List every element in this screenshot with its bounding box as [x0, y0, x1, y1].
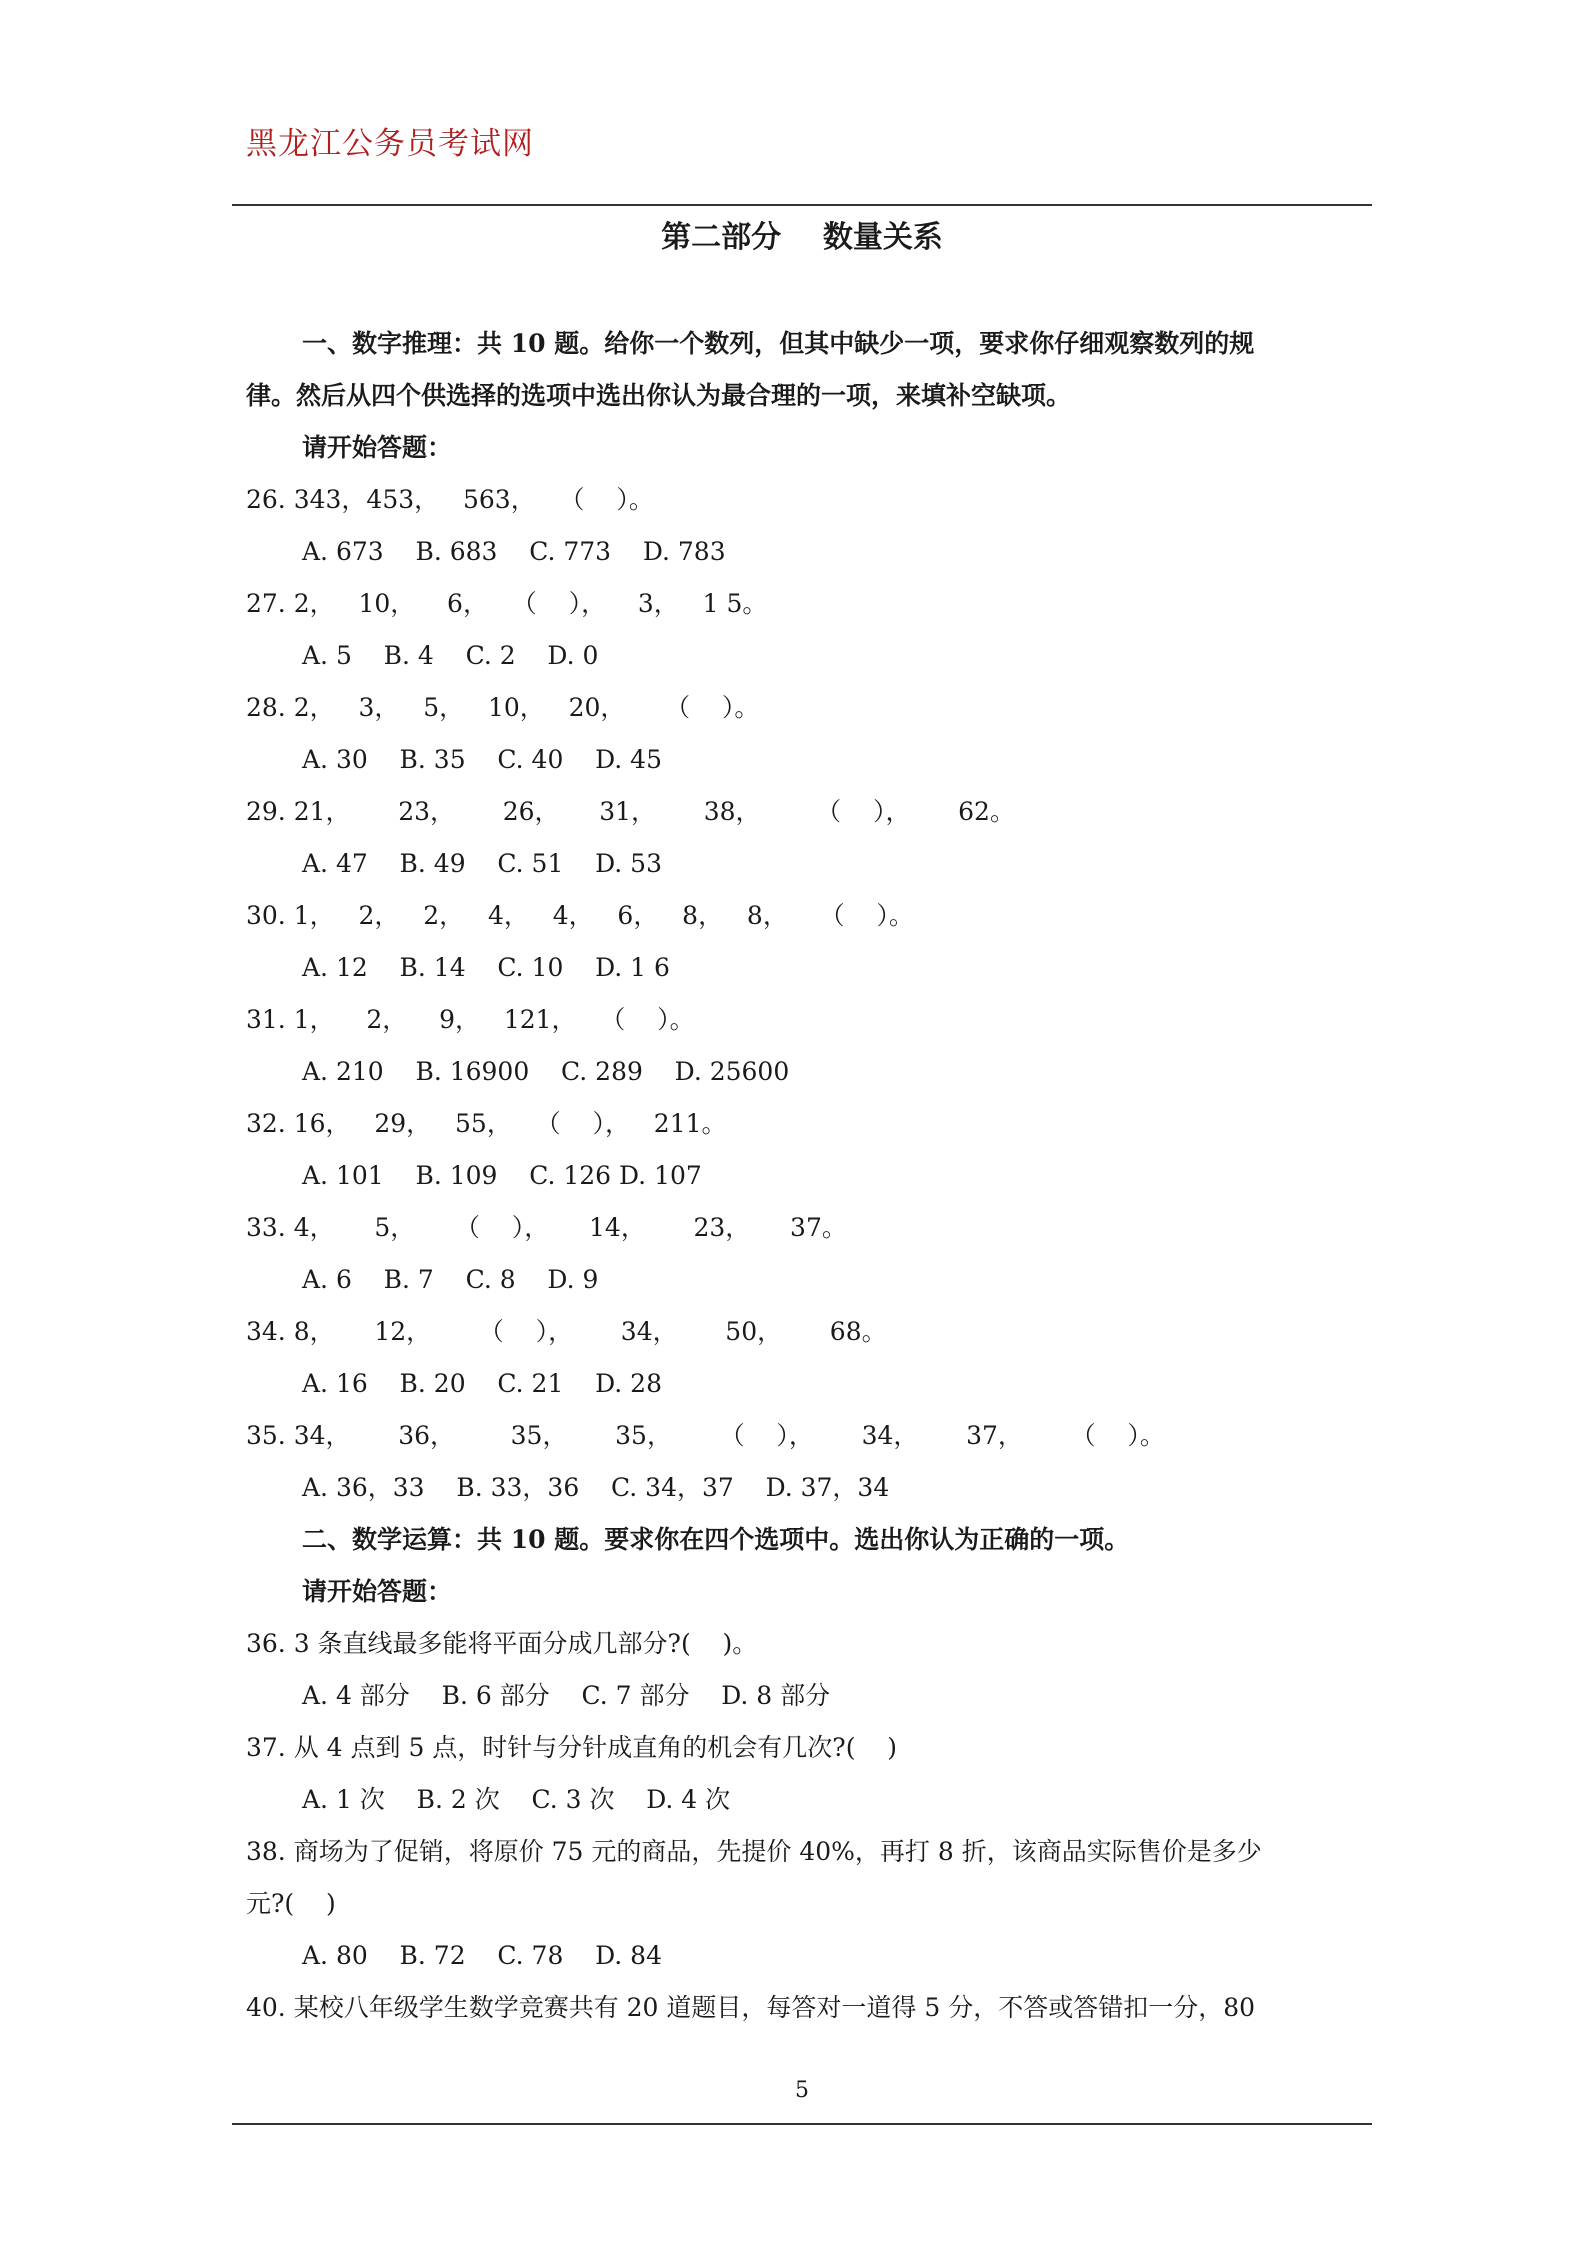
question-stem-line1: 38. 商场为了促销，将原价 75 元的商品，先提价 40%，再打 8 折，该商品实际售价是多少 — [246, 1837, 1262, 1866]
part1-start-label: 请开始答题： — [302, 433, 453, 462]
question-options: A. 5 B. 4 C. 2 D. 0 — [302, 641, 599, 670]
question-options: A. 47 B. 49 C. 51 D. 53 — [302, 849, 662, 878]
question-options: A. 80 B. 72 C. 78 D. 84 — [302, 1941, 662, 1970]
question-stem-line2: 元?( ) — [246, 1889, 336, 1918]
question-stem: 30. 1， 2， 2， 4， 4， 6， 8， 8， （ ）。 — [246, 901, 914, 930]
question-options: A. 16 B. 20 C. 21 D. 28 — [302, 1369, 662, 1398]
section-title: 第二部分 数量关系 — [661, 220, 943, 255]
question-stem: 36. 3 条直线最多能将平面分成几部分?( )。 — [246, 1629, 758, 1658]
part1-intro-line1: 一、数字推理：共 10 题。给你一个数列，但其中缺少一项，要求你仔细观察数列的规 — [302, 329, 1255, 358]
question-stem: 40. 某校八年级学生数学竞赛共有 20 道题目，每答对一道得 5 分，不答或答错扣一分，80 — [246, 1993, 1256, 2022]
part1-intro-line2: 律。然后从四个供选择的选项中选出你认为最合理的一项，来填补空缺项。 — [246, 381, 1072, 410]
question-stem: 32. 16， 29， 55， （ ）， 211。 — [246, 1109, 727, 1138]
question-options: A. 6 B. 7 C. 8 D. 9 — [302, 1265, 599, 1294]
footer-rule — [232, 2123, 1372, 2125]
header-rule — [232, 204, 1372, 206]
question-options: A. 101 B. 109 C. 126 D. 107 — [302, 1161, 702, 1190]
page-number: 5 — [795, 2078, 809, 2103]
question-stem: 34. 8， 12， （ ）， 34， 50， 68。 — [246, 1317, 887, 1346]
part2-intro: 二、数学运算：共 10 题。要求你在四个选项中。选出你认为正确的一项。 — [302, 1525, 1130, 1554]
question-stem: 31. 1， 2， 9， 121， （ ）。 — [246, 1005, 695, 1034]
site-name-header: 黑龙江公务员考试网 — [246, 126, 534, 162]
question-options: A. 36，33 B. 33，36 C. 34，37 D. 37，34 — [302, 1473, 890, 1502]
question-stem: 37. 从 4 点到 5 点，时针与分针成直角的机会有几次?( ) — [246, 1733, 898, 1762]
question-options: A. 1 次 B. 2 次 C. 3 次 D. 4 次 — [302, 1785, 731, 1814]
question-options: A. 30 B. 35 C. 40 D. 45 — [302, 745, 662, 774]
question-options: A. 12 B. 14 C. 10 D. 1 6 — [302, 953, 670, 982]
question-options: A. 210 B. 16900 C. 289 D. 25600 — [302, 1057, 790, 1086]
question-stem: 33. 4， 5， （ ）， 14， 23， 37。 — [246, 1213, 847, 1242]
question-options: A. 4 部分 B. 6 部分 C. 7 部分 D. 8 部分 — [302, 1681, 831, 1710]
question-stem: 29. 21， 23， 26， 31， 38， （ ）， 62。 — [246, 797, 1015, 826]
question-stem: 27. 2， 10， 6， （ ）， 3， 1 5。 — [246, 589, 768, 618]
question-options: A. 673 B. 683 C. 773 D. 783 — [302, 537, 726, 566]
part2-start-label: 请开始答题： — [302, 1577, 453, 1606]
question-stem: 26. 343，453， 563， （ ）。 — [246, 485, 654, 514]
question-stem: 35. 34， 36， 35， 35， （ ）， 34， 37， （ ）。 — [246, 1421, 1165, 1450]
question-stem: 28. 2， 3， 5， 10， 20， （ ）。 — [246, 693, 760, 722]
document-body — [246, 318, 1366, 2034]
